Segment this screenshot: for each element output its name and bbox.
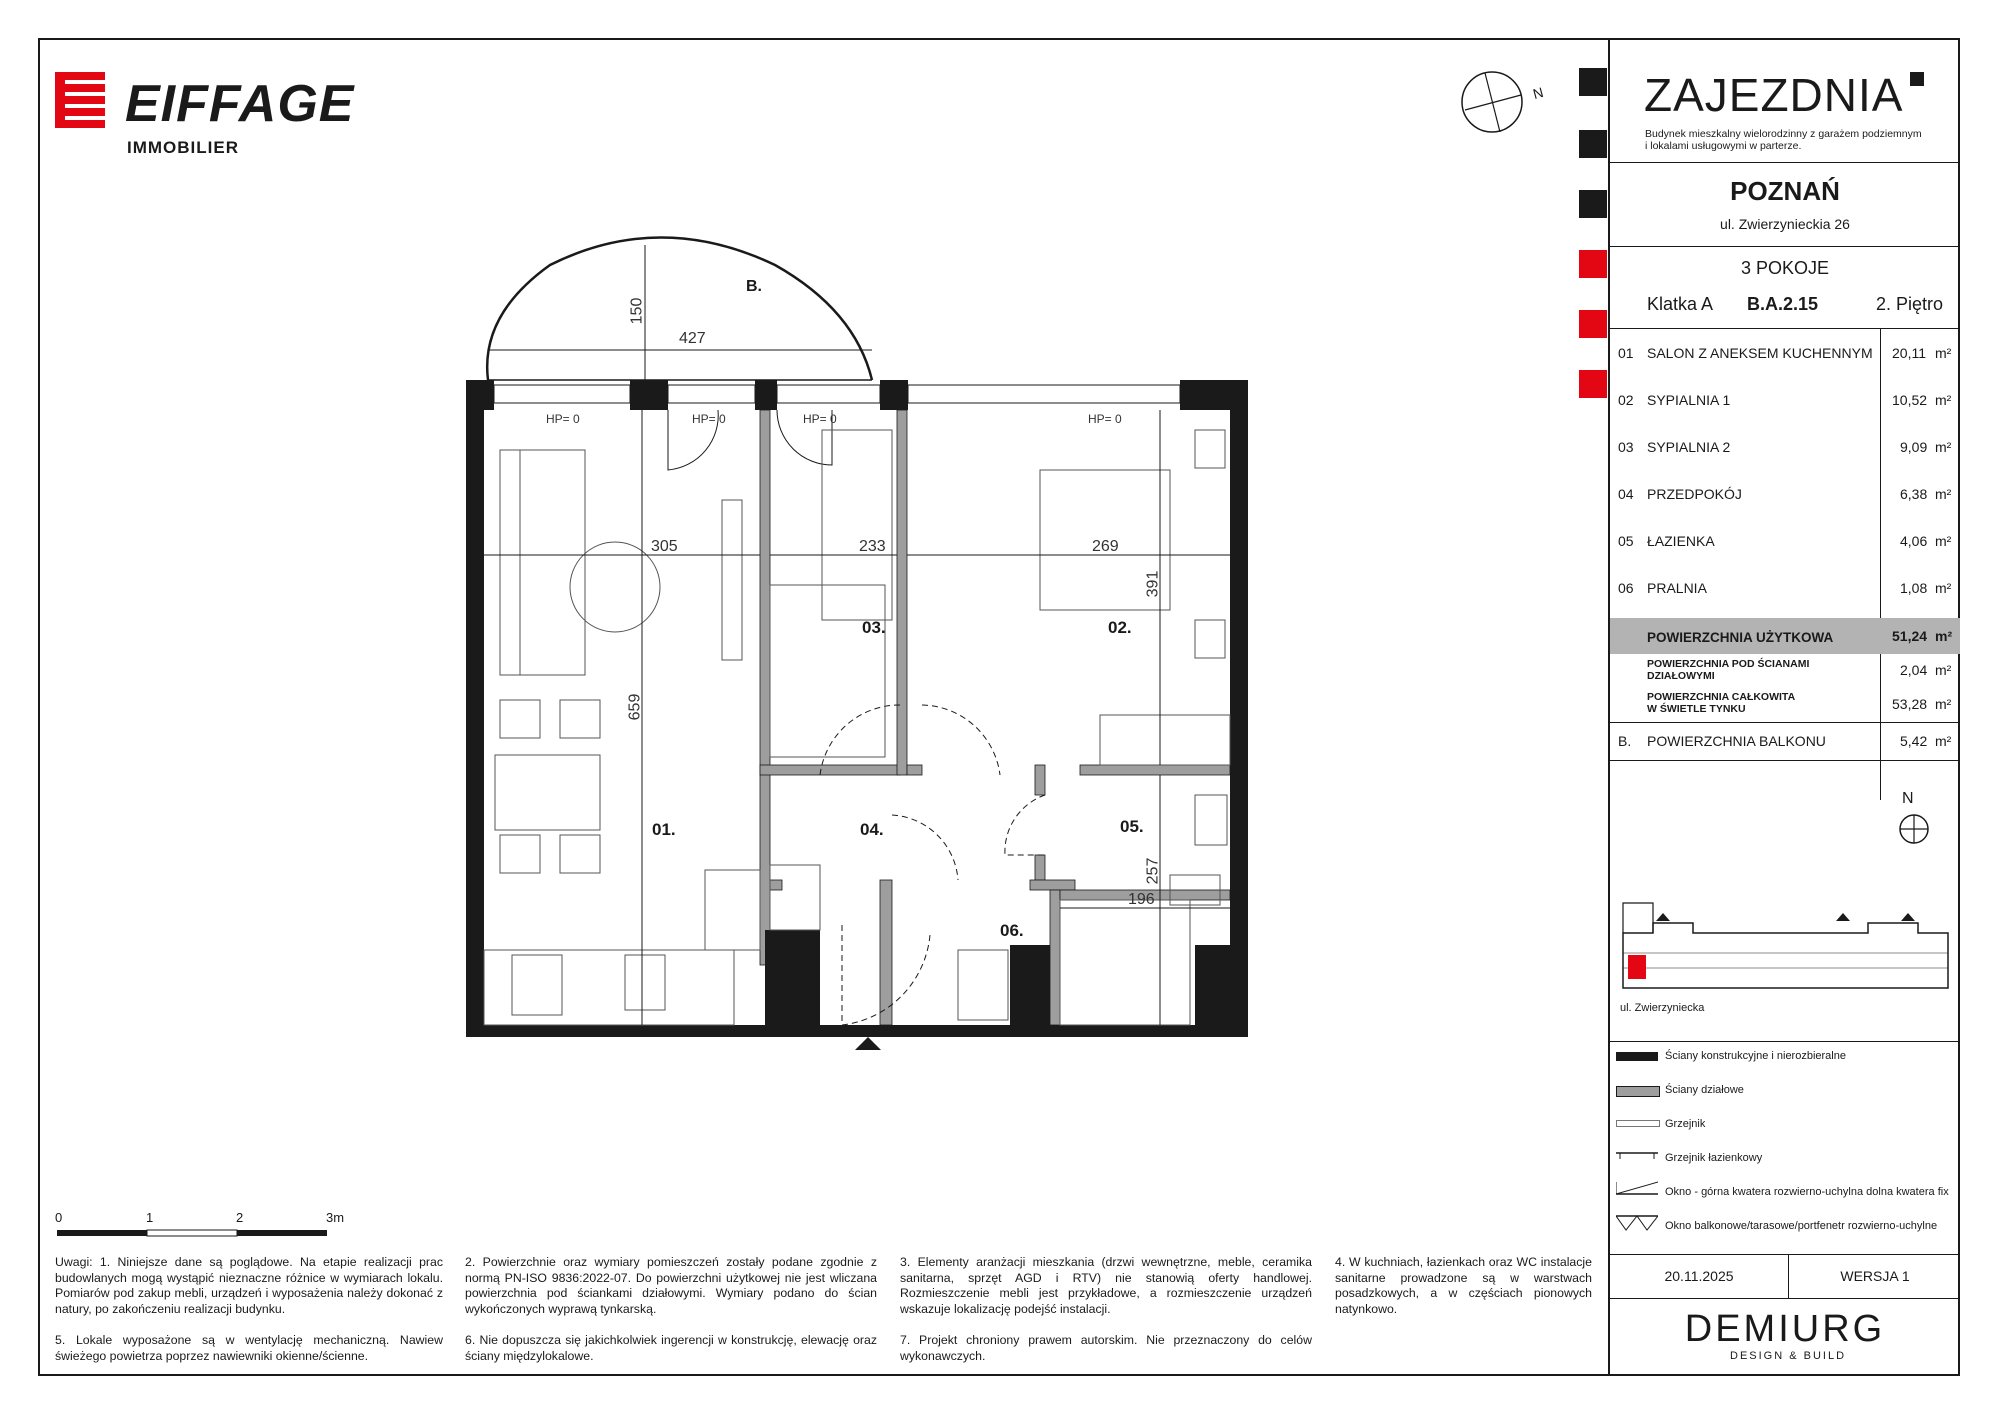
eiffage-logo [55, 72, 355, 162]
balcony-outline [487, 238, 872, 381]
legend-swatch-partition [1616, 1086, 1660, 1097]
exterior-wall-left [466, 380, 484, 1025]
dim-label-150: 150 [628, 297, 646, 325]
legend-label-balcony-window: Okno balkonowe/tarasowe/portfenetr rozwierno-uchylne [1665, 1220, 1938, 1232]
note-3: 3. Elementy aranżacji mieszkania (drzwi wewnętrzne, meble, ceramika sanitarna, sprzęt AGD i RTV) nie stanowią oferty handlowej. Rozmieszczenie mebli jest przykładowe, a rozmieszczenie urządzeń wskazuje lokalizację podejść instalacji. [900, 1255, 1312, 1316]
marker-red-3 [1579, 370, 1607, 398]
project-title-square [1910, 72, 1924, 86]
marker-red-2 [1579, 310, 1607, 338]
scale-label-2: 2 [236, 1210, 244, 1225]
total-label-1: POWIERZCHNIA CAŁKOWITA [1647, 691, 1796, 703]
keyplan-compass-icon [1897, 812, 1931, 846]
room-label-05: 05. [1120, 817, 1144, 836]
compass-top-icon [1455, 65, 1550, 140]
room-row-01: 01 SALON Z ANEKSEM KUCHENNYM 20,11 m² [1618, 345, 1952, 361]
window-2 [668, 385, 755, 403]
nightstand-1 [1195, 430, 1225, 468]
keyplan-north: N [1902, 790, 1914, 807]
dim-label-391: 391 [1144, 570, 1162, 598]
shaft-3 [1195, 945, 1230, 1025]
note-1: Uwagi: 1. Niniejsze dane są poglądowe. Na etapie realizacji prac budowlanych mogą wystąpić nieznaczne różnice w wymiarach lokalu. Pomiarów pod zakup mebli, urządzeń i wyposażenia należy dokonać z natury, po zakończeniu realizacji budynku. [55, 1255, 443, 1316]
partition-l [770, 880, 782, 890]
designer-logo-sub: DESIGN & BUILD [1730, 1350, 1847, 1362]
marker-black-1 [1579, 68, 1607, 96]
partition-c [897, 410, 907, 775]
project-title: ZAJEZDNIA [1644, 69, 1904, 121]
balcony-area: 5,42 [1900, 733, 1928, 749]
walls-area: 2,04 [1900, 662, 1928, 678]
legend-window-tilt-icon [1616, 1180, 1658, 1196]
usable-area-value: 51,24 [1892, 628, 1928, 644]
room-label-01: 01. [652, 820, 676, 839]
note-6: 6. Nie dopuszcza się jakichkolwiek ingerencji w konstrukcję, elewację oraz ściany międzylokalowe. [465, 1333, 877, 1363]
sofa-back [500, 450, 520, 675]
walls-label-1: POWIERZCHNIA POD ŚCIANAMI [1647, 658, 1810, 670]
sink [625, 955, 665, 1010]
shaft-2 [1010, 945, 1050, 1025]
balcony-label: B. [746, 278, 762, 295]
dim-label-427: 427 [679, 330, 706, 347]
partition-e [1080, 765, 1230, 775]
scale-label-0: 0 [55, 1210, 63, 1225]
logo-text: EIFFAGE [125, 75, 355, 133]
partition-j [1050, 890, 1060, 1025]
scale-label-3: 3m [326, 1210, 345, 1225]
shaft-1 [765, 930, 820, 1025]
room-label-06: 06. [1000, 921, 1024, 940]
hp-label-3: HP= 0 [803, 412, 837, 426]
usable-area-unit: m² [1935, 628, 1953, 644]
total-unit: m² [1935, 696, 1952, 712]
room-row-05: 05 ŁAZIENKA 4,06 m² [1618, 533, 1952, 549]
partition-i [880, 880, 892, 1025]
legend-label-radiator: Grzejnik [1665, 1118, 1706, 1130]
exterior-wall-right [1230, 380, 1248, 1037]
kitchen-tall [705, 870, 760, 950]
partition-d [907, 765, 922, 775]
partition-b [760, 765, 900, 775]
exterior-wall-top-4 [880, 380, 908, 410]
room-row-04: 04 PRZEDPOKÓJ 6,38 m² [1618, 486, 1952, 502]
chair-3 [500, 835, 540, 873]
hp-label-2: HP= 0 [692, 412, 726, 426]
eiffage-logo-mark-icon [55, 72, 115, 128]
legend-label-structural: Ściany konstrukcyjne i nierozbieralne [1665, 1050, 1846, 1062]
dim-label-233: 233 [859, 538, 886, 555]
floor-plan [460, 235, 1260, 1050]
marker-black-2 [1579, 130, 1607, 158]
door-swing-05 [1005, 795, 1045, 855]
exterior-wall-top-5 [1180, 380, 1248, 410]
dim-label-257: 257 [1144, 857, 1162, 885]
project-subtitle-1: Budynek mieszkalny wielorodzinny z garażem podziemnym [1645, 128, 1922, 140]
washbasin [1195, 795, 1227, 845]
chair-4 [560, 835, 600, 873]
room-label-02: 02. [1108, 618, 1132, 637]
cooktop [512, 955, 562, 1015]
stairwell: Klatka A [1647, 294, 1714, 314]
window-3 [777, 385, 880, 403]
scale-bar [55, 1210, 355, 1240]
keyplan-street: ul. Zwierzyniecka [1620, 1002, 1705, 1014]
dim-label-659: 659 [626, 693, 644, 721]
wardrobe-03 [770, 865, 820, 930]
door-swing-02 [922, 705, 1000, 775]
washing-machine [958, 950, 1008, 1020]
total-label-2: W ŚWIETLE TYNKU [1647, 703, 1746, 715]
designer-logo: DEMIURG [1684, 1308, 1886, 1350]
walls-unit: m² [1935, 662, 1952, 678]
exterior-wall-top-3 [755, 380, 777, 410]
exterior-wall-top-1 [466, 380, 494, 410]
room-row-03: 03 SYPIALNIA 2 9,09 m² [1618, 439, 1952, 455]
balcony-unit: m² [1935, 733, 1952, 749]
window-1 [494, 385, 630, 403]
dim-label-196: 196 [1128, 891, 1155, 908]
city: POZNAŃ [1730, 176, 1840, 206]
chair-2 [560, 700, 600, 738]
scale-label-1: 1 [146, 1210, 154, 1225]
note-5: 5. Lokale wyposażone są w wentylację mechaniczną. Nawiew świeżego powietrza poprzez nawiewniki okienne/ścienne. [55, 1333, 443, 1363]
partition-h [1030, 880, 1075, 890]
sofa [500, 450, 585, 675]
unit-code: B.A.2.15 [1747, 294, 1819, 314]
bathtub [1060, 900, 1190, 1025]
partition-g [1035, 855, 1045, 880]
hp-label-4: HP= 0 [1088, 412, 1122, 426]
legend-label-window-tilt: Okno - górna kwatera rozwierno-uchylna dolna kwatera fix [1665, 1186, 1949, 1198]
total-area: 53,28 [1892, 696, 1928, 712]
compass-top [1455, 65, 1550, 140]
exterior-wall-bottom [466, 1025, 1248, 1037]
window-4 [908, 385, 1180, 403]
door-swing-06 [892, 815, 958, 880]
legend-label-partition: Ściany działowe [1665, 1084, 1744, 1096]
entry-arrow-icon [848, 1037, 888, 1050]
keyplan-building [1618, 893, 1953, 998]
legend-label-bath-radiator: Grzejnik łazienkowy [1665, 1152, 1763, 1164]
info-sidebar [1608, 38, 1960, 1376]
dim-label-305: 305 [651, 538, 678, 555]
legend-balcony-window-icon [1616, 1214, 1658, 1232]
dim-label-269: 269 [1092, 538, 1119, 555]
partition-f [1035, 765, 1045, 795]
logo-subtext: IMMOBILIER [127, 138, 239, 157]
dining-table [495, 755, 600, 830]
project-subtitle-2: i lokalami usługowymi w parterze. [1645, 140, 1802, 152]
partition-a [760, 410, 770, 965]
rooms-count: 3 POKOJE [1740, 258, 1830, 278]
kitchen-counter [484, 950, 734, 1025]
walls-label-2: DZIAŁOWYMI [1647, 670, 1715, 682]
marker-red-1 [1579, 250, 1607, 278]
nightstand-2 [1195, 620, 1225, 658]
footer-divider [1788, 1254, 1789, 1298]
exterior-wall-top-2 [630, 380, 668, 410]
usable-area-label: POWIERZCHNIA UŻYTKOWA [1647, 630, 1834, 645]
note-2: 2. Powierzchnie oraz wymiary pomieszczeń zostały podane zgodnie z normą PN-ISO 9836:2022-07. Do powierzchni użytkowej nie jest wliczana powierzchnia pod ściankami działowymi. Wymiary podano do ścian wykończonych wyprawą tynkarską. [465, 1255, 877, 1316]
room-row-02: 02 SYPIALNIA 1 10,52 m² [1618, 392, 1952, 408]
room-label-04: 04. [860, 820, 884, 839]
address: ul. Zwierzynieckia 26 [1720, 216, 1850, 232]
legend-swatch-structural [1616, 1052, 1658, 1061]
wardrobe-02 [1100, 715, 1230, 765]
note-4: 4. W kuchniach, łazienkach oraz WC instalacje sanitarne prowadzone są w warstwach posadzkowych, a w częściach pionowych natynkowo. [1335, 1255, 1592, 1316]
bed-03 [770, 585, 885, 757]
legend-swatch-radiator [1616, 1120, 1660, 1127]
compass-top-n: N [1531, 83, 1546, 103]
room-label-03: 03. [862, 618, 886, 637]
version: WERSJA 1 [1840, 1268, 1910, 1284]
marker-black-3 [1579, 190, 1607, 218]
hp-label-1: HP= 0 [546, 412, 580, 426]
scale-bar-graphic [57, 1228, 347, 1238]
floor: 2. Piętro [1876, 294, 1944, 314]
tv-stand [722, 500, 742, 660]
legend-bath-radiator-icon [1616, 1150, 1658, 1160]
balcony-num: B. [1618, 733, 1632, 749]
chair-1 [500, 700, 540, 738]
balcony-label: POWIERZCHNIA BALKONU [1647, 733, 1826, 749]
issue-date: 20.11.2025 [1664, 1268, 1734, 1284]
room-row-06: 06 PRALNIA 1,08 m² [1618, 580, 1952, 596]
door-swing-03 [820, 705, 900, 775]
note-7: 7. Projekt chroniony prawem autorskim. Nie przeznaczony do celów wykonawczych. [900, 1333, 1312, 1363]
